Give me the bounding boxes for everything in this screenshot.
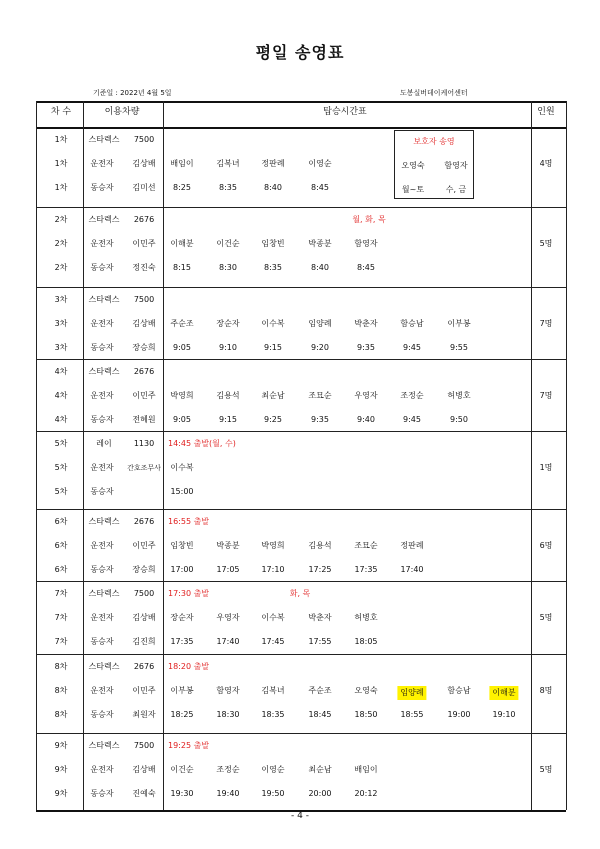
passenger-name: 김복녀	[216, 159, 240, 168]
passenger-name: 정판례	[261, 159, 285, 168]
pickup-time: 8:35	[264, 263, 282, 272]
pickup-time: 9:05	[173, 415, 191, 424]
passenger-name: 박종분	[216, 541, 240, 550]
passenger-name: 최순남	[308, 765, 332, 774]
passenger-name: 우영자	[216, 613, 240, 622]
passenger-name: 이해분	[170, 239, 194, 248]
vehicle-number: 7500	[133, 295, 155, 304]
table-rule	[36, 509, 566, 510]
pickup-time: 18:35	[261, 710, 285, 719]
helper-name: 장승희	[132, 565, 156, 574]
pickup-time: 19:30	[170, 789, 194, 798]
helper-name: 김미선	[132, 183, 156, 192]
pickup-time: 19:00	[447, 710, 471, 719]
pickup-time: 17:40	[216, 637, 240, 646]
header-round: 차 수	[50, 107, 72, 117]
vehicle-type: 스타렉스	[88, 135, 120, 144]
pickup-time: 9:15	[219, 415, 237, 424]
header-vehicle: 이용차량	[104, 107, 140, 117]
round-label: 2차	[54, 263, 68, 272]
departure-note: 16:55 출발	[168, 517, 210, 526]
table-rule	[36, 101, 566, 103]
pickup-time: 19:50	[261, 789, 285, 798]
pickup-time: 18:45	[308, 710, 332, 719]
helper-name: 진예숙	[132, 789, 156, 798]
guardian-name: 오영숙	[401, 161, 425, 170]
pickup-time: 9:40	[357, 415, 375, 424]
vehicle-type: 스타렉스	[88, 662, 120, 671]
driver-name: 김상배	[132, 319, 156, 328]
passenger-name: 이수복	[170, 463, 194, 472]
passenger-name: 함승남	[447, 686, 471, 695]
pickup-time: 18:25	[170, 710, 194, 719]
passenger-name: 장순자	[216, 319, 240, 328]
pickup-time: 9:25	[264, 415, 282, 424]
passenger-name: 정판례	[400, 541, 424, 550]
service-days-note: 월, 화, 목	[352, 215, 386, 224]
table-rule	[36, 207, 566, 208]
helper-name: 장승희	[132, 343, 156, 352]
driver-name: 김상배	[132, 765, 156, 774]
header-schedule: 탑승시간표	[323, 107, 367, 117]
table-rule	[36, 733, 566, 734]
passenger-name: 허병호	[447, 391, 471, 400]
round-label: 3차	[54, 319, 68, 328]
page-number: - 4 -	[291, 811, 309, 821]
round-label: 4차	[54, 391, 68, 400]
vehicle-type: 스타렉스	[88, 215, 120, 224]
pickup-time: 8:15	[173, 263, 191, 272]
pickup-time: 9:55	[450, 343, 468, 352]
pickup-time: 8:45	[311, 183, 329, 192]
vehicle-type: 스타렉스	[88, 589, 120, 598]
helper-label: 동승자	[90, 263, 114, 272]
passenger-name: 임양례	[397, 686, 426, 700]
pickup-time: 20:00	[308, 789, 332, 798]
round-label: 7차	[54, 613, 68, 622]
table-rule	[36, 581, 566, 582]
helper-name: 전혜원	[132, 415, 156, 424]
helper-name: 최원자	[132, 710, 156, 719]
service-days-note: 화, 목	[289, 589, 311, 598]
driver-label: 운전자	[90, 239, 114, 248]
passenger-count: 8명	[539, 686, 553, 695]
vehicle-type: 스타렉스	[88, 295, 120, 304]
round-label: 9차	[54, 765, 68, 774]
passenger-name: 허병호	[354, 613, 378, 622]
passenger-count: 1명	[539, 463, 553, 472]
organization-name: 도봉실버데이케어센터	[400, 89, 468, 97]
passenger-name: 이건순	[170, 765, 194, 774]
helper-name: 정진숙	[132, 263, 156, 272]
vehicle-number: 7500	[133, 135, 155, 144]
pickup-time: 8:40	[311, 263, 329, 272]
round-label: 2차	[54, 215, 68, 224]
page-title: 평일 송영표	[255, 43, 345, 62]
helper-label: 동승자	[90, 789, 114, 798]
driver-name: 김상배	[132, 613, 156, 622]
vehicle-number: 2676	[133, 517, 155, 526]
pickup-time: 9:20	[311, 343, 329, 352]
passenger-name: 이수복	[261, 319, 285, 328]
guardian-label: 보호자 송영	[413, 137, 455, 146]
helper-label: 동승자	[90, 487, 114, 496]
round-label: 9차	[54, 789, 68, 798]
pickup-time: 9:05	[173, 343, 191, 352]
vehicle-number: 2676	[133, 367, 155, 376]
driver-name: 이민주	[132, 686, 156, 695]
guardian-name: 함영자	[444, 161, 468, 170]
helper-label: 동승자	[90, 183, 114, 192]
pickup-time: 18:55	[400, 710, 424, 719]
passenger-name: 이해분	[489, 686, 518, 700]
guardian-days: 수, 금	[445, 185, 467, 194]
passenger-name: 조정순	[216, 765, 240, 774]
pickup-time: 17:55	[308, 637, 332, 646]
round-label: 3차	[54, 343, 68, 352]
departure-note: 18:20 출발	[168, 662, 210, 671]
passenger-name: 박춘자	[308, 613, 332, 622]
guardian-days: 월~토	[401, 185, 425, 194]
header-count: 인원	[537, 107, 555, 117]
driver-label: 운전자	[90, 765, 114, 774]
round-label: 6차	[54, 565, 68, 574]
vehicle-number: 2676	[133, 215, 155, 224]
pickup-time: 8:35	[219, 183, 237, 192]
reference-date: 기준일 : 2022년 4월 5일	[93, 89, 172, 97]
passenger-count: 5명	[539, 239, 553, 248]
helper-label: 동승자	[90, 343, 114, 352]
passenger-name: 함영자	[354, 239, 378, 248]
pickup-time: 18:30	[216, 710, 240, 719]
passenger-name: 김용석	[216, 391, 240, 400]
pickup-time: 17:00	[170, 565, 194, 574]
passenger-name: 이수복	[261, 613, 285, 622]
departure-note: 14:45 출발(월, 수)	[168, 439, 236, 448]
driver-label: 운전자	[90, 391, 114, 400]
passenger-count: 7명	[539, 319, 553, 328]
driver-label: 운전자	[90, 613, 114, 622]
vehicle-type: 스타렉스	[88, 517, 120, 526]
round-label: 6차	[54, 517, 68, 526]
pickup-time: 9:10	[219, 343, 237, 352]
vehicle-number: 7500	[133, 741, 155, 750]
schedule-table-lines	[36, 101, 566, 810]
round-label: 8차	[54, 662, 68, 671]
driver-label: 운전자	[90, 686, 114, 695]
pickup-time: 17:35	[354, 565, 378, 574]
driver-name: 간호조무사	[127, 464, 161, 472]
helper-label: 동승자	[90, 710, 114, 719]
passenger-name: 이영순	[261, 765, 285, 774]
round-label: 1차	[54, 159, 68, 168]
passenger-count: 5명	[539, 613, 553, 622]
passenger-count: 7명	[539, 391, 553, 400]
passenger-name: 조정순	[400, 391, 424, 400]
round-label: 7차	[54, 589, 68, 598]
pickup-time: 9:50	[450, 415, 468, 424]
departure-note: 19:25 출발	[168, 741, 210, 750]
passenger-name: 김복녀	[261, 686, 285, 695]
helper-label: 동승자	[90, 415, 114, 424]
table-rule	[531, 101, 532, 810]
table-rule	[83, 101, 84, 810]
passenger-name: 임창빈	[170, 541, 194, 550]
helper-name: 김진희	[132, 637, 156, 646]
round-label: 1차	[54, 183, 68, 192]
passenger-name: 이부봉	[170, 686, 194, 695]
pickup-time: 9:35	[311, 415, 329, 424]
passenger-name: 함승남	[400, 319, 424, 328]
pickup-time: 9:45	[403, 343, 421, 352]
passenger-count: 4명	[539, 159, 553, 168]
vehicle-type: 스타렉스	[88, 367, 120, 376]
passenger-name: 박춘자	[354, 319, 378, 328]
pickup-time: 8:30	[219, 263, 237, 272]
round-label: 8차	[54, 686, 68, 695]
round-label: 5차	[54, 439, 68, 448]
vehicle-number: 7500	[133, 589, 155, 598]
passenger-name: 이건순	[216, 239, 240, 248]
passenger-name: 이영순	[308, 159, 332, 168]
round-label: 6차	[54, 541, 68, 550]
pickup-time: 8:40	[264, 183, 282, 192]
pickup-time: 8:25	[173, 183, 191, 192]
vehicle-type: 레이	[96, 439, 112, 448]
table-rule	[163, 101, 164, 810]
passenger-name: 장순자	[170, 613, 194, 622]
passenger-name: 배임이	[354, 765, 378, 774]
pickup-time: 17:35	[170, 637, 194, 646]
pickup-time: 17:45	[261, 637, 285, 646]
pickup-time: 17:25	[308, 565, 332, 574]
round-label: 3차	[54, 295, 68, 304]
pickup-time: 9:15	[264, 343, 282, 352]
pickup-time: 8:45	[357, 263, 375, 272]
passenger-name: 이부봉	[447, 319, 471, 328]
passenger-name: 임창빈	[261, 239, 285, 248]
passenger-name: 조묘순	[308, 391, 332, 400]
helper-label: 동승자	[90, 565, 114, 574]
passenger-name: 우영자	[354, 391, 378, 400]
passenger-name: 박영희	[261, 541, 285, 550]
round-label: 7차	[54, 637, 68, 646]
helper-label: 동승자	[90, 637, 114, 646]
pickup-time: 17:05	[216, 565, 240, 574]
round-label: 5차	[54, 463, 68, 472]
table-rule	[36, 101, 37, 810]
table-rule	[36, 431, 566, 432]
round-label: 4차	[54, 415, 68, 424]
pickup-time: 17:40	[400, 565, 424, 574]
table-rule	[36, 359, 566, 360]
driver-label: 운전자	[90, 159, 114, 168]
passenger-name: 배임이	[170, 159, 194, 168]
vehicle-type: 스타렉스	[88, 741, 120, 750]
pickup-time: 20:12	[354, 789, 378, 798]
pickup-time: 9:35	[357, 343, 375, 352]
round-label: 1차	[54, 135, 68, 144]
round-label: 9차	[54, 741, 68, 750]
driver-label: 운전자	[90, 319, 114, 328]
table-rule	[566, 101, 567, 810]
driver-name: 이민주	[132, 391, 156, 400]
round-label: 2차	[54, 239, 68, 248]
pickup-time: 18:05	[354, 637, 378, 646]
passenger-name: 박영희	[170, 391, 194, 400]
driver-label: 운전자	[90, 463, 114, 472]
passenger-name: 김용석	[308, 541, 332, 550]
passenger-name: 주순조	[308, 686, 332, 695]
round-label: 4차	[54, 367, 68, 376]
departure-note: 17:30 출발	[168, 589, 210, 598]
passenger-name: 주순조	[170, 319, 194, 328]
passenger-name: 오영숙	[354, 686, 378, 695]
vehicle-number: 2676	[133, 662, 155, 671]
pickup-time: 17:10	[261, 565, 285, 574]
passenger-name: 함영자	[216, 686, 240, 695]
vehicle-number: 1130	[133, 439, 155, 448]
driver-name: 이민주	[132, 541, 156, 550]
driver-name: 김상배	[132, 159, 156, 168]
driver-label: 운전자	[90, 541, 114, 550]
table-rule	[36, 287, 566, 288]
round-label: 5차	[54, 487, 68, 496]
pickup-time: 18:50	[354, 710, 378, 719]
driver-name: 이민주	[132, 239, 156, 248]
passenger-name: 임양례	[308, 319, 332, 328]
passenger-count: 6명	[539, 541, 553, 550]
passenger-name: 박종분	[308, 239, 332, 248]
pickup-time: 15:00	[170, 487, 194, 496]
table-rule	[36, 654, 566, 655]
pickup-time: 19:40	[216, 789, 240, 798]
passenger-name: 조묘순	[354, 541, 378, 550]
passenger-name: 최순남	[261, 391, 285, 400]
passenger-count: 5명	[539, 765, 553, 774]
pickup-time: 19:10	[492, 710, 516, 719]
table-rule	[36, 127, 566, 129]
round-label: 8차	[54, 710, 68, 719]
pickup-time: 9:45	[403, 415, 421, 424]
